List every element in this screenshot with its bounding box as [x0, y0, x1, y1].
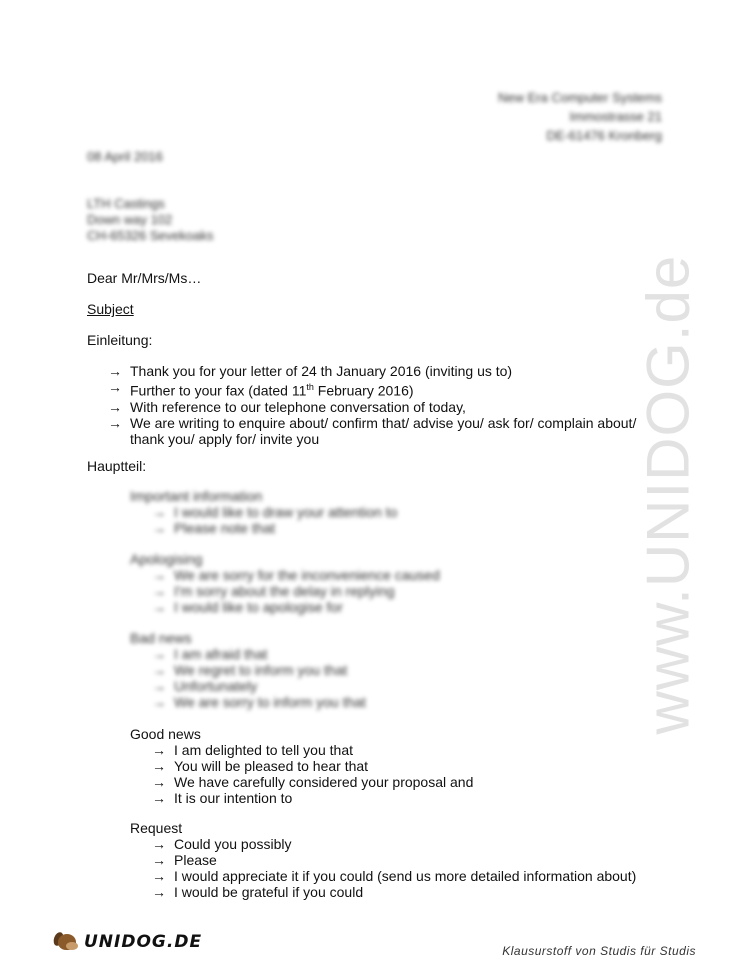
list-item: → Unfortunately: [152, 678, 258, 694]
arrow-icon: →: [152, 852, 166, 868]
recipient-address: [87, 196, 213, 244]
list-item: → I would appreciate it if you could (send us more detailed information about): [152, 868, 637, 884]
arrow-icon: →: [152, 742, 166, 758]
letter-date: 08 April 2016: [87, 149, 163, 164]
sender-line: New Era Computer Systems: [498, 90, 662, 105]
einleitung-list: [108, 363, 668, 447]
arrow-icon: →: [152, 567, 166, 583]
arrow-icon: →: [152, 504, 166, 520]
footer-tagline: Klausurstoff von Studis für Studis: [502, 944, 696, 958]
arrow-icon: →: [108, 414, 122, 431]
arrow-icon: →: [152, 694, 166, 710]
hauptteil-heading: Hauptteil:: [87, 458, 147, 474]
arrow-icon: →: [152, 646, 166, 662]
logo-text: UNIDOG.DE: [84, 932, 203, 952]
list-item: → I am delighted to tell you that: [152, 742, 353, 758]
list-item: → We regret to inform you that: [152, 662, 348, 678]
recipient-line: LTH Castings: [87, 196, 165, 211]
arrow-icon: →: [108, 398, 122, 415]
section-title: Apologising: [130, 551, 203, 567]
list-item: → I am afraid that: [152, 646, 268, 662]
arrow-icon: →: [152, 599, 166, 615]
list-item: → We have carefully considered your proposal and: [152, 774, 474, 790]
list-item: → With reference to our telephone conversation of today,: [108, 398, 466, 415]
list-item: → Further to your fax (dated 11th February 2016): [108, 379, 414, 399]
section-request: [130, 820, 636, 900]
list-item: → I would like to apologise for: [152, 599, 343, 615]
arrow-icon: →: [108, 379, 122, 395]
section-apologising: [130, 551, 440, 615]
section-title: Request: [130, 820, 183, 836]
watermark: www.UNIDOG.de: [634, 254, 702, 735]
list-item: → Thank you for your letter of 24 th January 2016 (inviting us to): [108, 363, 513, 379]
section-title: Important information: [130, 488, 263, 504]
section-important: [130, 488, 397, 536]
subject-line: Subject: [87, 301, 134, 317]
list-item: → I would be grateful if you could: [152, 884, 364, 900]
sender-line: DE-61476 Kronberg: [546, 128, 662, 143]
list-item: → It is our intention to: [152, 790, 293, 806]
list-item: → Please note that: [152, 520, 276, 536]
sender-line: Immostrasse 21: [569, 109, 662, 124]
arrow-icon: →: [152, 836, 166, 852]
list-item: → We are sorry for the inconvenience caused: [152, 567, 440, 583]
section-title: Good news: [130, 726, 201, 742]
list-item: → You will be pleased to hear that: [152, 758, 369, 774]
arrow-icon: →: [152, 774, 166, 790]
arrow-icon: →: [108, 363, 122, 379]
einleitung-heading: Einleitung:: [87, 332, 153, 348]
section-good-news: [130, 726, 473, 806]
section-title: Bad news: [130, 630, 192, 646]
salutation: Dear Mr/Mrs/Ms…: [87, 270, 202, 286]
arrow-icon: →: [152, 868, 166, 884]
list-item: → I'm sorry about the delay in replying: [152, 583, 395, 599]
list-item: → Could you possibly: [152, 836, 292, 852]
arrow-icon: →: [152, 662, 166, 678]
list-item: → We are writing to enquire about/ confirm that/ advise you/ ask for/ complain about/ thank you/ apply for/ invite you: [108, 414, 637, 447]
arrow-icon: →: [152, 678, 166, 694]
recipient-line: CH-65326 Sevekoaks: [87, 228, 214, 243]
dog-logo-icon: [52, 928, 80, 956]
footer-logo[interactable]: [52, 928, 202, 956]
list-item: → We are sorry to inform you that: [152, 694, 366, 710]
arrow-icon: →: [152, 520, 166, 536]
arrow-icon: →: [152, 790, 166, 806]
recipient-line: Down way 102: [87, 212, 173, 227]
arrow-icon: →: [152, 884, 166, 900]
arrow-icon: →: [152, 758, 166, 774]
list-item: → Please: [152, 852, 217, 868]
arrow-icon: →: [152, 583, 166, 599]
section-bad-news: [130, 630, 366, 710]
sender-address: [498, 88, 662, 145]
list-item: → I would like to draw your attention to: [152, 504, 398, 520]
